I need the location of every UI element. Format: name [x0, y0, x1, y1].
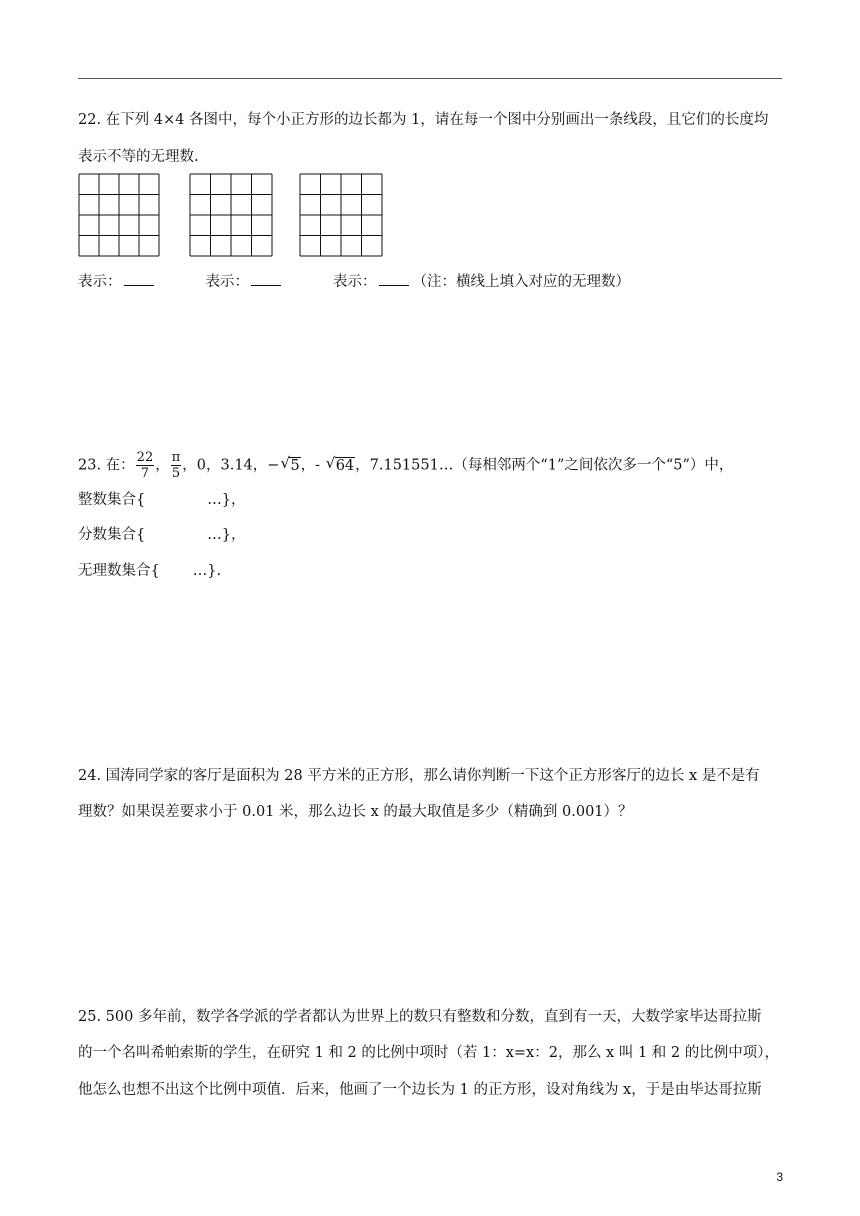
q22-answer-row [78, 272, 630, 292]
q23-prefix: 23. 在： [78, 457, 135, 474]
q24-line-1: 24. 国涛同学家的客厅是面积为 28 平方米的正方形，那么请你判断一下这个正方形客厅的边长 x 是不是有 [78, 768, 760, 784]
q25-line-2: 的一个名叫希帕索斯的学生，在研究 1 和 2 的比例中项时（若 1：x=x：2，那么 x 叫 1 和 2 的比例中项）， [78, 1045, 779, 1061]
header-rule [78, 78, 782, 79]
q25-line-3: 他怎么也想不出这个比例中项值．后来，他画了一个边长为 1 的正方形，设对角线为 x，于是由毕达哥拉斯 [78, 1082, 762, 1098]
fraction-set-line: 分数集合{ …}， [78, 527, 246, 543]
q24-line-2: 理数？如果误差要求小于 0.01 米，那么边长 x 的最大取值是多少（精确到 0.001）？ [78, 804, 633, 820]
q22-note: （注：横线上填入对应的无理数） [412, 274, 630, 290]
page-number: 3 [776, 1170, 783, 1184]
answer-label-3: 表示： [333, 274, 377, 290]
fraction-pi-5: $\frac{\pi}{5}$ [171, 450, 181, 481]
answer-blank-3[interactable] [379, 272, 409, 286]
sqrt-64: √ 64 [325, 453, 355, 474]
integer-set-line: 整数集合{ …}， [78, 492, 246, 508]
q22-line-2: 表示不等的无理数. [78, 149, 199, 165]
irrational-set-line: 无理数集合{ …}. [78, 563, 222, 579]
grid-figure-2 [189, 173, 273, 257]
q25-line-1: 25. 500 多年前，数学各学派的学者都认为世界上的数只有整数和分数，直到有一天，大数学家毕达哥拉斯 [78, 1009, 762, 1025]
answer-label-1: 表示： [78, 274, 122, 290]
q22-line-1: 22. 在下列 4×4 各图中，每个小正方形的边长都为 1，请在每一个图中分别画出一条线段，且它们的长度均 [78, 112, 769, 128]
answer-blank-1[interactable] [124, 272, 154, 286]
answer-blank-2[interactable] [251, 272, 281, 286]
q23-line-1: 23. 在： $\frac{22}{7}$ ， $\frac{\pi}{5}$ ，0，3.14，− √ 5，- √ 64，7.151551…（每相邻两个“1”之间依次多一个“5”）中， [78, 450, 734, 481]
answer-label-2: 表示： [205, 274, 249, 290]
grid-figure-1 [78, 173, 160, 257]
sqrt-5: √ 5 [280, 453, 300, 474]
fraction-22-7: $\frac{22}{7}$ [136, 450, 154, 481]
grid-figure-3 [299, 173, 383, 257]
